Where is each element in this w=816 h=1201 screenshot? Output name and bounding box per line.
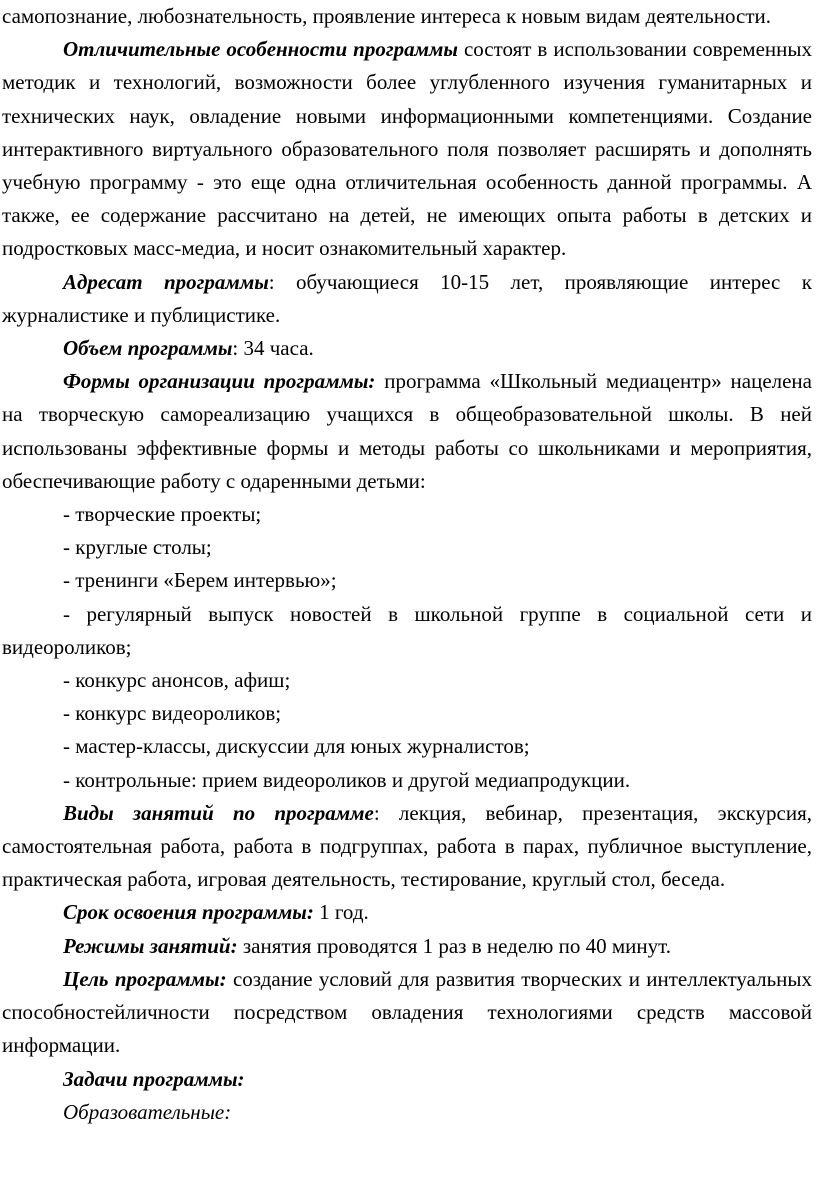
features-text: состоят в использовании современных методик и технологий, возможности более углубленного изучения гуманитарных и технических наук, овладение новыми информационными компетенциями. Создание интерактивного виртуального образовательного поля позволяет расширять и дополнять учебную программу - это еще одна отличительная особенность данной программы. А также, ее содержание рассчитано на детей, не имеющих опыта работы в детских и подростковых масс-медиа, и носит ознакомительный характер.	[2, 37, 813, 261]
document-page	[2, 0, 812, 1129]
features-label: Отличительные особенности программы	[63, 37, 458, 62]
schedule-text: занятия проводятся 1 раз в неделю по 40 минут.	[237, 933, 671, 958]
educational-subheading	[2, 1096, 812, 1129]
forms-paragraph	[2, 365, 812, 498]
schedule-paragraph	[2, 930, 812, 963]
activities-label: Виды занятий по программе	[63, 800, 374, 825]
tasks-label: Задачи программы:	[63, 1066, 245, 1091]
list-item: - контрольные: прием видеороликов и другой медиапродукции.	[63, 767, 631, 792]
schedule-label: Режимы занятий:	[63, 933, 238, 958]
audience-paragraph	[2, 266, 812, 332]
features-paragraph	[2, 33, 812, 265]
list-item: - конкурс анонсов, афиш;	[63, 668, 291, 693]
list-item: - конкурс видеороликов;	[63, 701, 282, 726]
audience-label: Адресат программы	[63, 269, 269, 294]
tasks-heading	[2, 1063, 812, 1096]
list-item: - регулярный выпуск новостей в школьной группе в социальной сети и видеороликов;	[2, 601, 812, 659]
list-item: - круглые столы;	[63, 535, 212, 560]
forms-label: Формы организации программы:	[63, 369, 376, 394]
goal-label: Цель программы:	[63, 966, 227, 991]
goal-text: создание условий для развития творческих и интеллектуальных способностейличности посредством овладения технологиями средств массовой информации.	[2, 966, 812, 1058]
duration-label: Срок освоения программы:	[63, 900, 314, 925]
forms-text: программа «Школьный медиацентр» нацелена на творческую самореализацию учащихся в общеобразовательной школы. В ней использованы эффективные формы и методы работы со школьниками и мероприятия, обеспечивающие работу с одаренными детьми:	[2, 369, 812, 493]
volume-text: : 34 часа.	[232, 336, 314, 361]
list-item: - творческие проекты;	[63, 502, 262, 527]
list-item: - мастер-классы, дискуссии для юных журналистов;	[63, 734, 530, 759]
volume-label: Объем программы	[63, 336, 233, 361]
activities-paragraph	[2, 797, 812, 897]
audience-text: : обучающиеся 10-15 лет, проявляющие интерес к журналистике и публицистике.	[2, 269, 812, 327]
educational-label: Образовательные:	[63, 1099, 232, 1124]
list-item: - тренинги «Берем интервью»;	[63, 568, 337, 593]
duration-paragraph	[2, 896, 812, 929]
intro-tail-paragraph: самопознание, любознательность, проявление интереса к новым видам деятельности.	[2, 4, 772, 28]
duration-text: 1 год.	[313, 900, 369, 925]
goal-paragraph	[2, 963, 812, 1063]
activities-text: : лекция, вебинар, презентация, экскурсия, самостоятельная работа, работа в подгруппах, работа в парах, публичное выступление, практическая работа, игровая деятельность, тестирование, круглый стол, беседа.	[2, 800, 813, 892]
volume-paragraph	[2, 332, 812, 365]
